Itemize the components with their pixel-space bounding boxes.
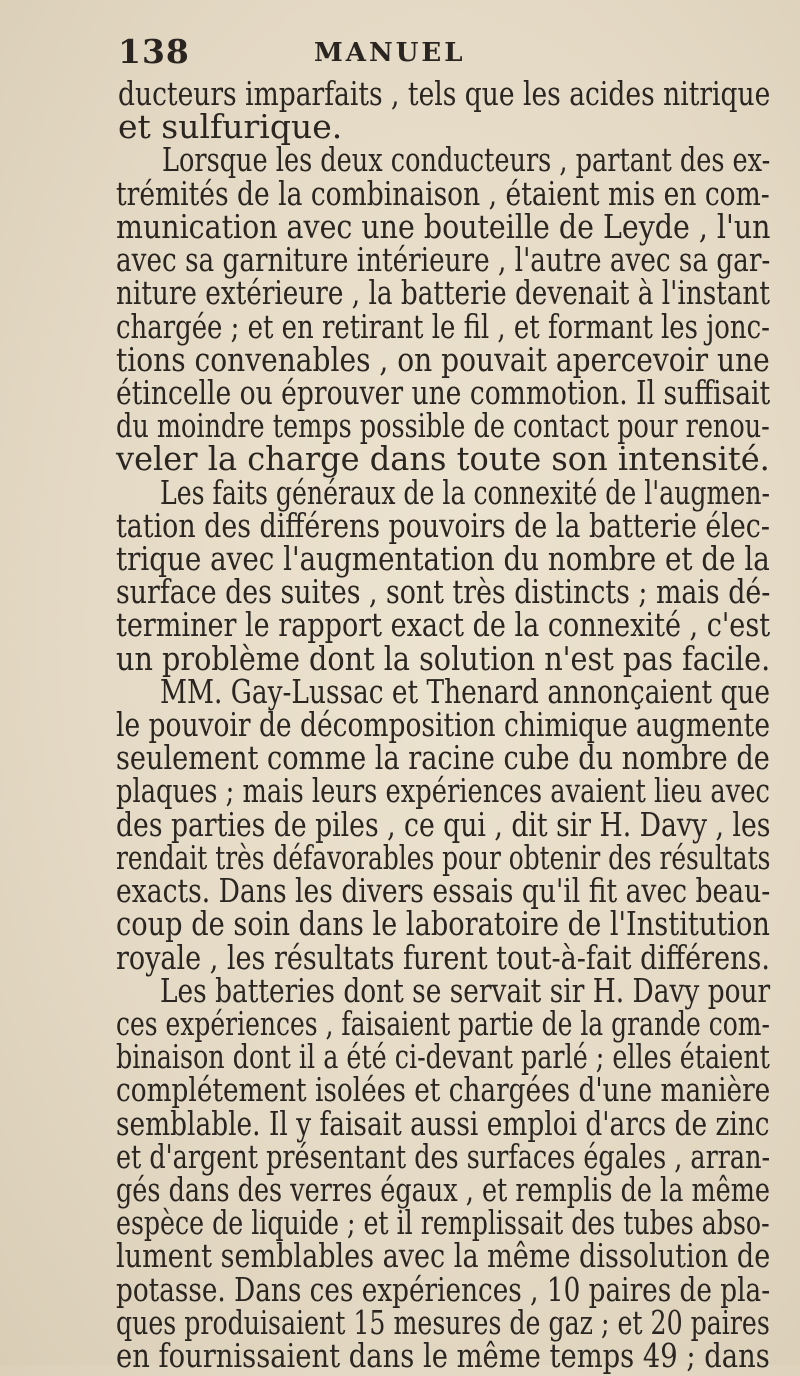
text-line: avec sa garniture intérieure , l'autre avec sa gar-: [116, 240, 771, 280]
page-number: 138: [118, 32, 190, 71]
text-line: tation des différens pouvoirs de la batterie élec-: [116, 505, 770, 545]
text-line: Les batteries dont se servait sir H. Davy pour: [160, 970, 771, 1010]
text-line: rendait très défavorables pour obtenir des résultats: [116, 837, 771, 877]
text-line: royale , les résultats furent tout-à-fait différens.: [116, 937, 770, 977]
text-line: semblable. Il y faisait aussi emploi d'arcs de zinc: [116, 1103, 770, 1143]
text-line: des parties de piles , ce qui , dit sir H. Davy , les: [116, 804, 771, 844]
text-line: coup de soin dans le laboratoire de l'Institution: [116, 904, 770, 944]
text-line: veler la charge dans toute son intensité.: [116, 439, 770, 479]
text-line: ques produisaient 15 mesures de gaz ; et 20 paires: [116, 1302, 770, 1342]
text-line: un problème dont la solution n'est pas facile.: [116, 638, 771, 678]
text-line: trémités de la combinaison , étaient mis en com-: [116, 173, 770, 213]
text-line: exacts. Dans les divers essais qu'il fit avec beau-: [116, 871, 771, 911]
text-line: ducteurs imparfaits , tels que les acides nitrique: [118, 74, 771, 113]
text-line: et sulfurique.: [118, 107, 343, 147]
text-line: gés dans des verres égaux , et remplis de la même: [116, 1169, 770, 1209]
text-line: binaison dont il a été ci-devant parlé ; elles étaient: [116, 1037, 770, 1077]
text-line: surface des suites , sont très distincts ; mais dé-: [116, 572, 771, 612]
running-title: MANUEL: [314, 38, 466, 68]
text-line: espèce de liquide ; et il remplissait des tubes abso-: [116, 1203, 770, 1243]
text-line: potasse. Dans ces expériences , 10 paires de pla-: [116, 1269, 771, 1309]
text-line: ces expériences , faisaient partie de la grande com-: [116, 1003, 770, 1043]
text-line: seulement comme la racine cube du nombre de: [116, 738, 770, 778]
text-line: du moindre temps possible de contact pour renou-: [116, 406, 770, 446]
text-line: plaques ; mais leurs expériences avaient lieu avec: [116, 771, 770, 811]
text-line: Lorsque les deux conducteurs , partant des ex-: [162, 140, 771, 180]
text-line: étincelle ou éprouver une commotion. Il suffisait: [116, 372, 771, 412]
text-line: le pouvoir de décomposition chimique augmente: [116, 705, 770, 744]
text-line: lument semblables avec la même dissolution de: [116, 1236, 771, 1276]
text-line: Les faits généraux de la connexité de l'augmen-: [160, 472, 770, 512]
text-line: en fournissaient dans le même temps 49 ; dans: [116, 1336, 770, 1375]
text-line: chargée ; et en retirant le fil , et formant les jonc-: [116, 306, 770, 346]
text-line: complétement isolées et chargées d'une manière: [116, 1070, 771, 1110]
text-line: trique avec l'augmentation du nombre et de la: [116, 538, 770, 578]
running-head: [118, 32, 758, 72]
text-line: munication avec une bouteille de Leyde , l'un: [116, 206, 771, 246]
text-line: terminer le rapport exact de la connexité , c'est: [116, 605, 771, 645]
text-line: et d'argent présentant des surfaces égales , arran-: [116, 1136, 771, 1176]
text-line: niture extérieure , la batterie devenait à l'instant: [116, 273, 770, 313]
text-line: MM. Gay-Lussac et Thenard annonçaient que: [160, 671, 770, 711]
text-line: tions convenables , on pouvait apercevoir une: [116, 339, 770, 379]
